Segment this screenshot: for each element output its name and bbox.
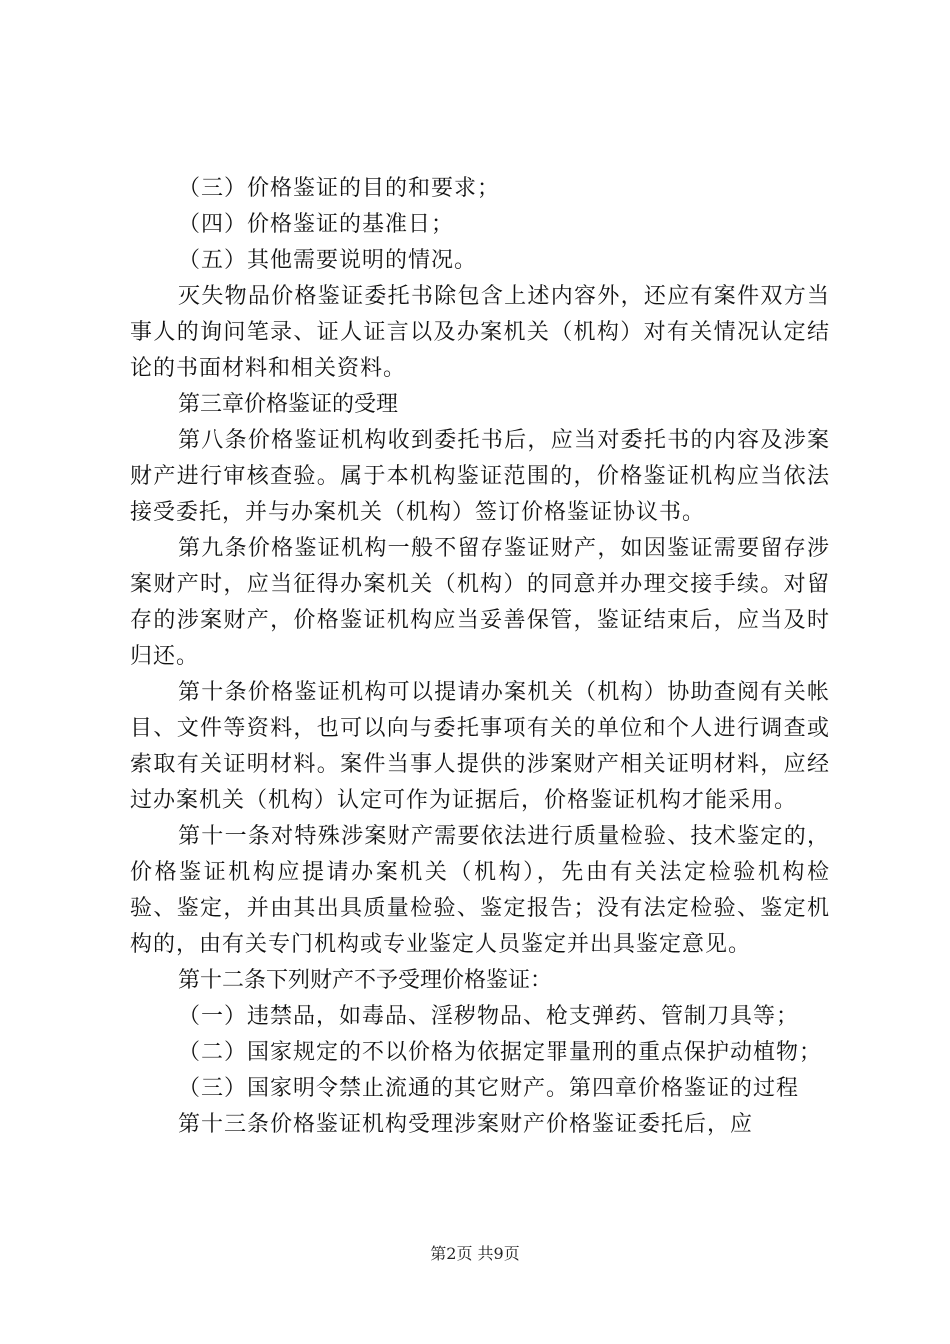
list-item-prohibited-goods: （三）国家明令禁止流通的其它财产。第四章价格鉴证的过程 <box>178 1076 800 1101</box>
list-item-contraband: （一）违禁品，如毒品、淫秽物品、枪支弹药、管制刀具等； <box>178 1004 800 1029</box>
article-12: 第十二条下列财产不予受理价格鉴证： <box>178 968 553 993</box>
paragraph-lost-items: 灭失物品价格鉴证委托书除包含上述内容外，还应有案件双方当事人的询问笔录、证人证言以及办案机关（机构）对有关情况认定结论的书面材料和相关资料。 <box>130 284 830 381</box>
article-11: 第十一条对特殊涉案财产需要依法进行质量检验、技术鉴定的，价格鉴证机构应提请办案机关（机构），先由有关法定检验机构检验、鉴定，并由其出具质量检验、鉴定报告；没有法定检验、鉴定机构的，由有关专门机构或专业鉴定人员鉴定并出具鉴定意见。 <box>130 824 830 957</box>
article-8: 第八条价格鉴证机构收到委托书后，应当对委托书的内容及涉案财产进行审核查验。属于本机构鉴证范围的，价格鉴证机构应当依法接受委托，并与办案机关（机构）签订价格鉴证协议书。 <box>130 428 830 525</box>
document-body <box>130 171 830 1143</box>
page-number-footer: 第2页 共9页 <box>430 1244 520 1263</box>
article-10: 第十条价格鉴证机构可以提请办案机关（机构）协助查阅有关帐目、文件等资料，也可以向与委托事项有关的单位和个人进行调查或索取有关证明材料。案件当事人提供的涉案财产相关证明材料，应经过办案机关（机构）认定可作为证据后，价格鉴证机构才能采用。 <box>130 680 830 813</box>
list-item-purpose: （三）价格鉴证的目的和要求； <box>178 176 501 201</box>
article-9: 第九条价格鉴证机构一般不留存鉴证财产，如因鉴证需要留存涉案财产时，应当征得办案机关（机构）的同意并办理交接手续。对留存的涉案财产，价格鉴证机构应当妥善保管，鉴证结束后，应当及时归还。 <box>130 536 830 669</box>
list-item-protected-species: （二）国家规定的不以价格为依据定罪量刑的重点保护动植物； <box>178 1040 823 1065</box>
article-13: 第十三条价格鉴证机构受理涉案财产价格鉴证委托后，应 <box>178 1112 754 1137</box>
chapter-heading-acceptance: 第三章价格鉴证的受理 <box>178 392 399 417</box>
list-item-base-date: （四）价格鉴证的基准日； <box>178 212 455 237</box>
list-item-other: （五）其他需要说明的情况。 <box>178 248 478 273</box>
